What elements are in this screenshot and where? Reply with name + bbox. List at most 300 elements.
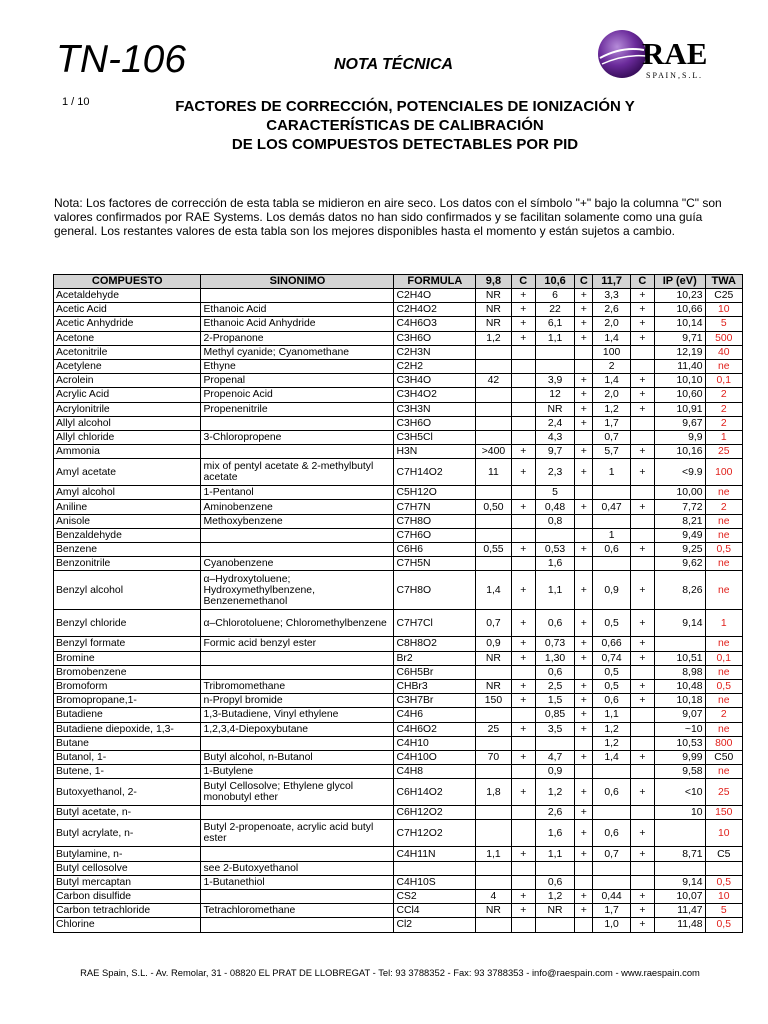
cell-synonym: Cyanobenzene: [201, 557, 394, 571]
cell-c1: [511, 875, 535, 889]
cell-twa: ne: [705, 528, 742, 542]
cell-c2: [575, 875, 593, 889]
cell-c2: [575, 430, 593, 444]
cell-compound: Amyl acetate: [54, 459, 201, 486]
cell-c2: +: [575, 651, 593, 665]
cell-twa: C25: [705, 289, 742, 303]
cell-c2: +: [575, 402, 593, 416]
cell-c3: +: [630, 610, 654, 637]
cell-twa: [705, 861, 742, 875]
cell-ip: 10,91: [655, 402, 706, 416]
cell-c3: [630, 765, 654, 779]
cell-c1: +: [511, 904, 535, 918]
cell-11-7: 3,3: [593, 289, 630, 303]
table-row: [54, 374, 743, 388]
cell-c1: +: [511, 459, 535, 486]
cell-10-6: 1,6: [535, 557, 574, 571]
table-row: [54, 345, 743, 359]
cell-formula: Br2: [394, 651, 476, 665]
cell-c2: [575, 345, 593, 359]
cell-synonym: Methyl cyanide; Cyanomethane: [201, 345, 394, 359]
cell-11-7: 0,6: [593, 543, 630, 557]
cell-synonym: 1,3-Butadiene, Vinyl ethylene: [201, 708, 394, 722]
cell-c1: +: [511, 847, 535, 861]
cell-synonym: Propenal: [201, 374, 394, 388]
cell-twa: 25: [705, 445, 742, 459]
cell-c1: [511, 736, 535, 750]
cell-formula: C2H3N: [394, 345, 476, 359]
cell-synonym: Ethyne: [201, 359, 394, 373]
cell-compound: Butene, 1-: [54, 765, 201, 779]
cell-c1: [511, 514, 535, 528]
cell-c3: +: [630, 289, 654, 303]
cell-ip: 12,19: [655, 345, 706, 359]
cell-synonym: α–Chlorotoluene; Chloromethylbenzene: [201, 610, 394, 637]
cell-ip: [655, 861, 706, 875]
cell-formula: C4H10O: [394, 750, 476, 764]
cell-synonym: [201, 289, 394, 303]
cell-synonym: Butyl Cellosolve; Ethylene glycol monobutyl ether: [201, 779, 394, 806]
cell-c2: +: [575, 416, 593, 430]
cell-c1: +: [511, 317, 535, 331]
cell-9-8: 0,50: [476, 500, 511, 514]
cell-ip: 10: [655, 806, 706, 820]
table-row: [54, 416, 743, 430]
cell-c1: [511, 359, 535, 373]
cell-11-7: 2,6: [593, 303, 630, 317]
cell-10-6: [535, 918, 574, 932]
cell-c2: +: [575, 847, 593, 861]
note-paragraph: Nota: Los factores de corrección de esta tabla se midieron en aire seco. Los datos con el símbolo "+" bajo la columna "C" son valores confirmados por RAE Systems. Los demás datos no han sido confirmados y se facilitan solamente como una guía general. Los restantes valores de esta tabla son los mejores disponibles hasta el momento y están sujetos a cambio.: [54, 196, 722, 238]
col-header-c1: C: [511, 275, 535, 289]
cell-10-6: 3,9: [535, 374, 574, 388]
cell-10-6: 0,9: [535, 765, 574, 779]
cell-10-6: 1,1: [535, 331, 574, 345]
cell-11-7: 0,7: [593, 430, 630, 444]
cell-c3: [630, 722, 654, 736]
cell-compound: Acetic Anhydride: [54, 317, 201, 331]
cell-ip: 10,23: [655, 289, 706, 303]
cell-twa: 5: [705, 904, 742, 918]
cell-9-8: [476, 665, 511, 679]
cell-9-8: [476, 875, 511, 889]
cell-c1: +: [511, 890, 535, 904]
cell-c3: +: [630, 750, 654, 764]
cell-twa: 10: [705, 890, 742, 904]
cell-formula: C3H6O: [394, 331, 476, 345]
cell-11-7: [593, 765, 630, 779]
cell-11-7: [593, 514, 630, 528]
cell-11-7: 1,2: [593, 402, 630, 416]
cell-c1: +: [511, 722, 535, 736]
cell-10-6: 5: [535, 486, 574, 500]
cell-c3: [630, 806, 654, 820]
cell-synonym: Methoxybenzene: [201, 514, 394, 528]
cell-synonym: [201, 445, 394, 459]
cell-synonym: [201, 736, 394, 750]
cell-c2: +: [575, 806, 593, 820]
document-type: NOTA TÉCNICA: [334, 56, 454, 73]
table-row: [54, 402, 743, 416]
cell-formula: CCl4: [394, 904, 476, 918]
cell-9-8: [476, 388, 511, 402]
cell-compound: Acetaldehyde: [54, 289, 201, 303]
cell-10-6: 3,5: [535, 722, 574, 736]
cell-c3: [630, 486, 654, 500]
cell-formula: C7H12O2: [394, 820, 476, 847]
cell-ip: 8,71: [655, 847, 706, 861]
cell-11-7: [593, 875, 630, 889]
cell-11-7: 0,6: [593, 694, 630, 708]
cell-c1: +: [511, 679, 535, 693]
cell-ip: <10: [655, 779, 706, 806]
cell-9-8: 4: [476, 890, 511, 904]
cell-10-6: 1,6: [535, 820, 574, 847]
cell-c1: [511, 918, 535, 932]
cell-c1: +: [511, 694, 535, 708]
cell-9-8: 0,55: [476, 543, 511, 557]
cell-synonym: Ethanoic Acid: [201, 303, 394, 317]
cell-compound: Butoxyethanol, 2-: [54, 779, 201, 806]
col-header-c2: C: [575, 275, 593, 289]
cell-c3: +: [630, 637, 654, 651]
cell-synonym: Butyl alcohol, n-Butanol: [201, 750, 394, 764]
cell-compound: Benzaldehyde: [54, 528, 201, 542]
cell-ip: 9,07: [655, 708, 706, 722]
table-header-row: [54, 275, 743, 289]
cell-formula: C7H7N: [394, 500, 476, 514]
table-row: [54, 779, 743, 806]
cell-c1: +: [511, 445, 535, 459]
cell-c1: [511, 708, 535, 722]
cell-c2: +: [575, 289, 593, 303]
table-row: [54, 571, 743, 610]
cell-ip: ~10: [655, 722, 706, 736]
cell-ip: 9,62: [655, 557, 706, 571]
cell-ip: 10,10: [655, 374, 706, 388]
cell-c3: [630, 736, 654, 750]
cell-twa: 0,5: [705, 679, 742, 693]
cell-11-7: 0,9: [593, 571, 630, 610]
cell-compound: Butane: [54, 736, 201, 750]
cell-compound: Butyl mercaptan: [54, 875, 201, 889]
cell-twa: ne: [705, 571, 742, 610]
table-row: [54, 890, 743, 904]
cell-formula: C3H4O2: [394, 388, 476, 402]
cell-10-6: 1,30: [535, 651, 574, 665]
cell-c3: +: [630, 331, 654, 345]
cell-formula: C2H2: [394, 359, 476, 373]
cell-ip: 10,48: [655, 679, 706, 693]
cell-c3: +: [630, 459, 654, 486]
cell-formula: C2H4O2: [394, 303, 476, 317]
cell-formula: C7H7Cl: [394, 610, 476, 637]
cell-ip: 10,18: [655, 694, 706, 708]
cell-c1: [511, 806, 535, 820]
table-row: [54, 430, 743, 444]
cell-9-8: 1,8: [476, 779, 511, 806]
cell-formula: C4H6: [394, 708, 476, 722]
cell-c2: +: [575, 331, 593, 345]
cell-11-7: 2,0: [593, 317, 630, 331]
cell-c2: +: [575, 500, 593, 514]
cell-twa: 10: [705, 303, 742, 317]
cell-ip: [655, 820, 706, 847]
table-row: [54, 317, 743, 331]
cell-10-6: 4,3: [535, 430, 574, 444]
cell-formula: C3H4O: [394, 374, 476, 388]
cell-c3: +: [630, 571, 654, 610]
title-line-2: CARACTERÍSTICAS DE CALIBRACIÓN: [266, 117, 544, 134]
cell-synonym: [201, 416, 394, 430]
cell-11-7: 0,5: [593, 665, 630, 679]
cell-ip: 9,71: [655, 331, 706, 345]
table-row: [54, 665, 743, 679]
cell-10-6: 0,6: [535, 610, 574, 637]
table-body: [54, 289, 743, 933]
cell-11-7: 1,2: [593, 736, 630, 750]
table-row: [54, 500, 743, 514]
cell-10-6: 6,1: [535, 317, 574, 331]
cell-twa: ne: [705, 486, 742, 500]
cell-twa: 2: [705, 388, 742, 402]
table-row: [54, 543, 743, 557]
cell-c2: +: [575, 708, 593, 722]
cell-ip: 8,26: [655, 571, 706, 610]
cell-formula: C3H6O: [394, 416, 476, 430]
cell-ip: 10,51: [655, 651, 706, 665]
cell-9-8: [476, 918, 511, 932]
cell-c1: +: [511, 303, 535, 317]
cell-twa: 500: [705, 331, 742, 345]
cell-11-7: 1,7: [593, 904, 630, 918]
cell-synonym: [201, 806, 394, 820]
table-row: [54, 918, 743, 932]
table-row: [54, 708, 743, 722]
page-number: 1 / 10: [62, 96, 90, 108]
cell-compound: Butyl cellosolve: [54, 861, 201, 875]
col-header-synonym: SINONIMO: [201, 275, 394, 289]
cell-compound: Carbon tetrachloride: [54, 904, 201, 918]
cell-c3: [630, 528, 654, 542]
compound-table: [53, 274, 743, 933]
col-header-formula: FORMULA: [394, 275, 476, 289]
cell-11-7: 100: [593, 345, 630, 359]
cell-c2: +: [575, 694, 593, 708]
cell-11-7: 5,7: [593, 445, 630, 459]
cell-9-8: [476, 430, 511, 444]
cell-10-6: 1,2: [535, 890, 574, 904]
cell-c3: +: [630, 918, 654, 932]
cell-formula: C6H5Br: [394, 665, 476, 679]
cell-compound: Allyl chloride: [54, 430, 201, 444]
cell-formula: C3H7Br: [394, 694, 476, 708]
cell-twa: 0,1: [705, 651, 742, 665]
table-row: [54, 806, 743, 820]
cell-10-6: 0,6: [535, 875, 574, 889]
cell-c1: +: [511, 543, 535, 557]
cell-10-6: [535, 345, 574, 359]
cell-c3: +: [630, 904, 654, 918]
cell-c2: +: [575, 679, 593, 693]
cell-10-6: 1,5: [535, 694, 574, 708]
col-header-compound: COMPUESTO: [54, 275, 201, 289]
cell-compound: Benzene: [54, 543, 201, 557]
cell-synonym: Tetrachloromethane: [201, 904, 394, 918]
cell-formula: C6H12O2: [394, 806, 476, 820]
cell-11-7: [593, 557, 630, 571]
cell-c1: [511, 345, 535, 359]
cell-c3: +: [630, 445, 654, 459]
table-row: [54, 445, 743, 459]
cell-c2: [575, 918, 593, 932]
cell-c1: +: [511, 637, 535, 651]
cell-twa: ne: [705, 722, 742, 736]
cell-10-6: 0,85: [535, 708, 574, 722]
cell-c3: +: [630, 543, 654, 557]
cell-synonym: Formic acid benzyl ester: [201, 637, 394, 651]
footer-contact: RAE Spain, S.L. - Av. Remolar, 31 - 08820 EL PRAT DE LLOBREGAT - Tel: 93 3788352 - Fax: 93 3788353 - info@raespain.com - www.raespain.com: [80, 967, 700, 978]
cell-synonym: 1-Butylene: [201, 765, 394, 779]
cell-formula: C7H8O: [394, 514, 476, 528]
table-row: [54, 359, 743, 373]
cell-c2: +: [575, 750, 593, 764]
cell-c3: [630, 430, 654, 444]
cell-c1: +: [511, 289, 535, 303]
cell-formula: C3H3N: [394, 402, 476, 416]
cell-9-8: NR: [476, 303, 511, 317]
cell-c3: +: [630, 679, 654, 693]
cell-11-7: 1,4: [593, 750, 630, 764]
cell-9-8: [476, 486, 511, 500]
cell-c2: +: [575, 303, 593, 317]
cell-c2: [575, 665, 593, 679]
cell-compound: Ammonia: [54, 445, 201, 459]
cell-twa: 5: [705, 317, 742, 331]
col-header-11-7: 11,7: [593, 275, 630, 289]
cell-11-7: 1,1: [593, 708, 630, 722]
cell-c3: [630, 416, 654, 430]
cell-twa: 25: [705, 779, 742, 806]
cell-ip: 10,16: [655, 445, 706, 459]
cell-compound: Benzyl chloride: [54, 610, 201, 637]
cell-synonym: Aminobenzene: [201, 500, 394, 514]
cell-ip: 9,14: [655, 875, 706, 889]
cell-ip: 8,21: [655, 514, 706, 528]
cell-c3: [630, 345, 654, 359]
cell-9-8: [476, 359, 511, 373]
cell-formula: C2H4O: [394, 289, 476, 303]
cell-c2: [575, 557, 593, 571]
cell-c1: [511, 430, 535, 444]
cell-c3: +: [630, 317, 654, 331]
cell-c2: +: [575, 374, 593, 388]
cell-compound: Bromine: [54, 651, 201, 665]
cell-compound: Benzonitrile: [54, 557, 201, 571]
title-line-3: DE LOS COMPUESTOS DETECTABLES POR PID: [231, 136, 579, 153]
cell-9-8: 11: [476, 459, 511, 486]
cell-compound: Benzyl alcohol: [54, 571, 201, 610]
cell-11-7: 0,5: [593, 610, 630, 637]
cell-compound: Acetylene: [54, 359, 201, 373]
cell-9-8: [476, 402, 511, 416]
cell-ip: 9,99: [655, 750, 706, 764]
cell-twa: ne: [705, 557, 742, 571]
cell-ip: <9.9: [655, 459, 706, 486]
cell-c3: [630, 875, 654, 889]
cell-c3: +: [630, 402, 654, 416]
cell-10-6: 4,7: [535, 750, 574, 764]
document-title: [100, 97, 710, 154]
cell-c2: +: [575, 637, 593, 651]
cell-compound: Acrylonitrile: [54, 402, 201, 416]
cell-c3: [630, 359, 654, 373]
cell-synonym: [201, 847, 394, 861]
cell-10-6: 1,2: [535, 779, 574, 806]
cell-formula: C5H12O: [394, 486, 476, 500]
cell-c3: +: [630, 890, 654, 904]
cell-compound: Allyl alcohol: [54, 416, 201, 430]
cell-synonym: 2-Propanone: [201, 331, 394, 345]
cell-ip: 8,98: [655, 665, 706, 679]
cell-9-8: 1,2: [476, 331, 511, 345]
cell-11-7: 1,0: [593, 918, 630, 932]
cell-10-6: 0,73: [535, 637, 574, 651]
cell-11-7: 0,5: [593, 679, 630, 693]
cell-c2: +: [575, 610, 593, 637]
cell-c3: [630, 665, 654, 679]
cell-c1: +: [511, 651, 535, 665]
cell-c1: [511, 416, 535, 430]
cell-synonym: n-Propyl bromide: [201, 694, 394, 708]
cell-twa: 100: [705, 459, 742, 486]
cell-c2: [575, 736, 593, 750]
cell-c3: [630, 557, 654, 571]
cell-10-6: 2,6: [535, 806, 574, 820]
cell-10-6: 22: [535, 303, 574, 317]
cell-9-8: [476, 861, 511, 875]
logo-wordmark: RAE: [642, 36, 708, 71]
cell-9-8: NR: [476, 679, 511, 693]
cell-c3: [630, 514, 654, 528]
cell-synonym: α–Hydroxytoluene; Hydroxymethylbenzene, Benzenemethanol: [201, 571, 394, 610]
cell-c2: [575, 359, 593, 373]
cell-formula: C4H10S: [394, 875, 476, 889]
cell-c2: +: [575, 722, 593, 736]
cell-9-8: NR: [476, 317, 511, 331]
cell-10-6: NR: [535, 402, 574, 416]
cell-c2: [575, 861, 593, 875]
cell-twa: 10: [705, 820, 742, 847]
cell-ip: 10,53: [655, 736, 706, 750]
cell-ip: 9,9: [655, 430, 706, 444]
table-row: [54, 651, 743, 665]
cell-10-6: [535, 528, 574, 542]
cell-9-8: [476, 806, 511, 820]
cell-formula: C6H6: [394, 543, 476, 557]
cell-c2: +: [575, 317, 593, 331]
cell-twa: ne: [705, 694, 742, 708]
cell-ip: 10,60: [655, 388, 706, 402]
cell-synonym: see 2-Butoxyethanol: [201, 861, 394, 875]
cell-11-7: 0,74: [593, 651, 630, 665]
cell-c3: +: [630, 779, 654, 806]
cell-ip: 10,14: [655, 317, 706, 331]
cell-synonym: mix of pentyl acetate & 2-methylbutyl acetate: [201, 459, 394, 486]
cell-c1: +: [511, 331, 535, 345]
table-row: [54, 303, 743, 317]
cell-formula: C7H6O: [394, 528, 476, 542]
